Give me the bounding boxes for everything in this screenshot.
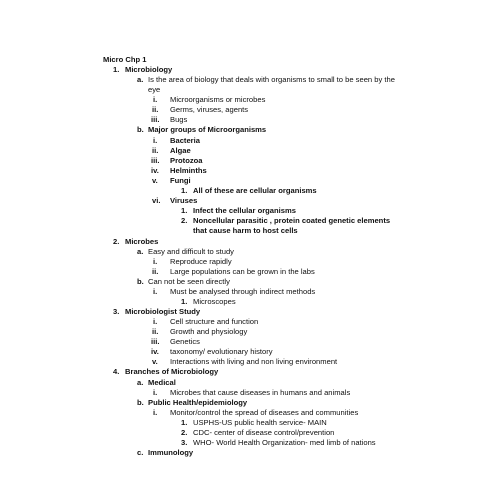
- list-item-text: Is the area of biology that deals with organisms to small to be seen by the: [148, 75, 395, 84]
- list-item-text: WHO- World Health Organization- med limb of nations: [193, 438, 376, 447]
- list-item-text: Bacteria: [170, 136, 200, 145]
- list-marker: v.: [152, 357, 158, 366]
- list-marker: 1.: [113, 65, 120, 74]
- list-item-text: Viruses: [170, 196, 198, 205]
- list-marker: 2.: [113, 237, 120, 246]
- list-marker: 1.: [181, 418, 188, 427]
- list-item-text: taxonomy/ evolutionary history: [170, 347, 273, 356]
- list-marker: iii.: [151, 337, 160, 346]
- list-item-text: eye: [148, 85, 161, 94]
- list-item-text: Reproduce rapidly: [170, 257, 232, 266]
- list-marker: vi.: [152, 196, 161, 205]
- list-marker: i.: [153, 408, 158, 417]
- list-item-text: Medical: [148, 378, 176, 387]
- list-marker: v.: [152, 176, 158, 185]
- list-item-text: Large populations can be grown in the labs: [170, 267, 315, 276]
- list-marker: b.: [137, 398, 144, 407]
- list-item-text: Protozoa: [170, 156, 203, 165]
- list-item-text: Infect the cellular organisms: [193, 206, 296, 215]
- list-marker: iv.: [151, 347, 159, 356]
- list-marker: ii.: [152, 105, 159, 114]
- list-item-text: Interactions with living and non living environment: [170, 357, 338, 366]
- list-marker: 2.: [181, 216, 188, 225]
- list-marker: iv.: [151, 166, 159, 175]
- list-marker: 1.: [181, 206, 188, 215]
- list-item-text: Microbes: [125, 237, 159, 246]
- list-item-text: Public Health/epidemiology: [148, 398, 248, 407]
- list-item-text: Branches of Microbiology: [125, 367, 219, 376]
- list-marker: a.: [137, 247, 144, 256]
- list-item-text: Easy and difficult to study: [148, 247, 234, 256]
- list-item-text: USPHS-US public health service- MAIN: [193, 418, 327, 427]
- list-item-text: Helminths: [170, 166, 207, 175]
- list-item-text: Noncellular parasitic , protein coated genetic elements: [193, 216, 391, 225]
- list-item-text: All of these are cellular organisms: [193, 186, 317, 195]
- list-marker: i.: [153, 317, 158, 326]
- list-marker: iii.: [151, 156, 160, 165]
- list-marker: 3.: [113, 307, 120, 316]
- list-marker: 2.: [181, 428, 188, 437]
- list-marker: i.: [153, 388, 158, 397]
- list-item-text: Microbes that cause diseases in humans and animals: [170, 388, 351, 397]
- list-marker: i.: [153, 136, 158, 145]
- list-marker: 3.: [181, 438, 188, 447]
- list-item-text: Immunology: [148, 448, 194, 457]
- list-item-text: Growth and physiology: [170, 327, 248, 336]
- list-marker: b.: [137, 125, 144, 134]
- list-item-text: Must be analysed through indirect methods: [170, 287, 316, 296]
- list-marker: iii.: [151, 115, 160, 124]
- list-item-text: Microorganisms or microbes: [170, 95, 266, 104]
- list-marker: ii.: [152, 327, 159, 336]
- list-marker: i.: [153, 95, 158, 104]
- list-item-text: Microbiology: [125, 65, 173, 74]
- list-marker: 1.: [181, 297, 188, 306]
- list-marker: 1.: [181, 186, 188, 195]
- list-marker: i.: [153, 257, 158, 266]
- list-item-text: Major groups of Microorganisms: [148, 125, 267, 134]
- list-marker: i.: [153, 287, 158, 296]
- list-marker: ii.: [152, 146, 159, 155]
- list-marker: b.: [137, 277, 144, 286]
- doc-title: Micro Chp 1: [103, 55, 147, 64]
- list-item-text: Bugs: [170, 115, 188, 124]
- list-marker: a.: [137, 378, 144, 387]
- list-marker: 4.: [113, 367, 120, 376]
- list-item-text: CDC- center of disease control/prevention: [193, 428, 335, 437]
- list-item-text: Algae: [170, 146, 191, 155]
- list-item-text: Genetics: [170, 337, 200, 346]
- list-marker: a.: [137, 75, 144, 84]
- list-item-text: Monitor/control the spread of diseases and communities: [170, 408, 359, 417]
- list-item-text: Cell structure and function: [170, 317, 259, 326]
- list-item-text: Fungi: [170, 176, 191, 185]
- list-item-text: Microscopes: [193, 297, 236, 306]
- list-marker: c.: [137, 448, 144, 457]
- list-marker: ii.: [152, 267, 159, 276]
- list-item-text: Microbiologist Study: [125, 307, 201, 316]
- list-item-text: Germs, viruses, agents: [170, 105, 249, 114]
- list-item-text: that cause harm to host cells: [193, 226, 298, 235]
- list-item-text: Can not be seen directly: [148, 277, 230, 286]
